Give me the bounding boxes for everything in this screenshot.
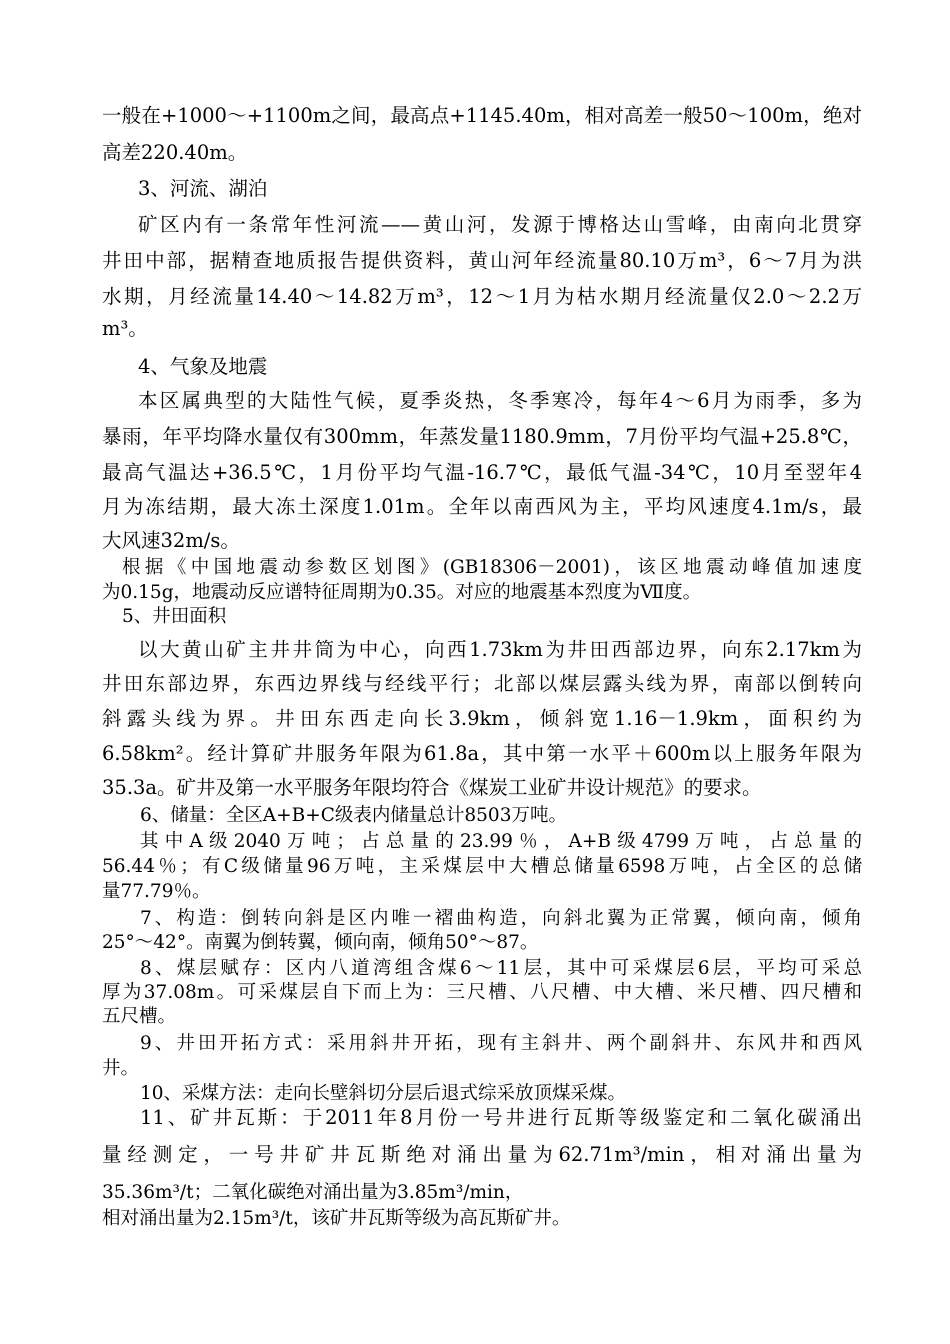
text-line: 高差220.40m。 [102, 141, 248, 164]
text-line: 相对涌出量为2.15m³/t，该矿井瓦斯等级为高瓦斯矿井。 [102, 1208, 571, 1229]
text-line: 一般在+1000～+1100m之间，最高点+1145.40m，相对高差一般50～100m，绝对 [102, 104, 862, 127]
text-line: 矿区内有一条常年性河流——黄山河，发源于博格达山雪峰，由南向北贯穿 [138, 213, 862, 236]
text-line: 井。 [102, 1058, 140, 1079]
text-line: 35.3a。矿井及第一水平服务年限均符合《煤炭工业矿井设计规范》的要求。 [102, 776, 762, 799]
text-line: 10、采煤方法：走向长壁斜切分层后退式综采放顶煤采煤。 [140, 1083, 627, 1104]
text-line: 五尺槽。 [102, 1006, 177, 1027]
section-heading: 3、河流、湖泊 [138, 177, 268, 200]
text-line: 9、井田开拓方式：采用斜井开拓，现有主斜井、两个副斜井、东风井和西风 [140, 1033, 862, 1054]
text-line: 量经测定，一号井矿井瓦斯绝对涌出量为62.71m³/min，相对涌出量为 [102, 1143, 862, 1166]
section-heading: 5、井田面积 [122, 606, 227, 627]
text-line: m³。 [102, 317, 148, 340]
section-heading: 4、气象及地震 [138, 355, 268, 378]
text-line: 6.58km²。经计算矿井服务年限为61.8a，其中第一水平＋600m以上服务年限为 [102, 742, 862, 765]
text-line: 11、矿井瓦斯：于2011年8月份一号井进行瓦斯等级鉴定和二氧化碳涌出 [140, 1106, 862, 1129]
text-line: 根据《中国地震动参数区划图》(GB18306－2001)，该区地震动峰值加速度 [122, 557, 862, 578]
text-line: 其中A级2040万吨；占总量的23.99％，A+B级4799万吨，占总量的 [140, 831, 862, 852]
text-line: 大风速32m/s。 [102, 529, 240, 552]
text-line: 暴雨，年平均降水量仅有300mm，年蒸发量1180.9mm，7月份平均气温+25.8℃， [102, 425, 862, 448]
text-line: 最高气温达+36.5℃，1月份平均气温-16.7℃，最低气温-34℃，10月至翌年4 [102, 461, 862, 484]
text-line: 本区属典型的大陆性气候，夏季炎热，冬季寒冷，每年4～6月为雨季，多为 [138, 389, 862, 412]
text-line: 厚为37.08m。可采煤层自下而上为：三尺槽、八尺槽、中大槽、米尺槽、四尺槽和 [102, 982, 862, 1003]
text-line: 斜露头线为界。井田东西走向长3.9km，倾斜宽1.16－1.9km，面积约为 [102, 707, 862, 730]
text-line: 25°～42°。南翼为倒转翼，倾向南，倾角50°～87。 [102, 932, 539, 953]
text-line: 35.36m³/t；二氧化碳绝对涌出量为3.85m³/min， [102, 1182, 524, 1203]
text-line: 量77.79％。 [102, 881, 211, 902]
text-line: 以大黄山矿主井井筒为中心，向西1.73km为井田西部边界，向东2.17km为 [138, 638, 862, 661]
text-line: 7、构造：倒转向斜是区内唯一褶曲构造，向斜北翼为正常翼，倾向南，倾角 [140, 908, 862, 929]
text-line: 为0.15g，地震动反应谱特征周期为0.35。对应的地震基本烈度为Ⅶ度。 [102, 582, 702, 603]
text-line: 56.44％；有C级储量96万吨，主采煤层中大槽总储量6598万吨，占全区的总储 [102, 856, 862, 877]
text-line: 8、煤层赋存：区内八道湾组含煤6～11层，其中可采煤层6层，平均可采总 [140, 958, 862, 979]
text-line: 水期，月经流量14.40～14.82万m³，12～1月为枯水期月经流量仅2.0～2.2万 [102, 285, 862, 308]
text-line: 井田东部边界，东西边界线与经线平行；北部以煤层露头线为界，南部以倒转向 [102, 672, 862, 695]
text-line: 月为冻结期，最大冻土深度1.01m。全年以南西风为主，平均风速度4.1m/s，最 [102, 495, 862, 518]
text-line: 井田中部，据精查地质报告提供资料，黄山河年经流量80.10万m³，6～7月为洪 [102, 249, 862, 272]
text-line: 6、储量：全区A+B+C级表内储量总计8503万吨。 [140, 805, 567, 826]
